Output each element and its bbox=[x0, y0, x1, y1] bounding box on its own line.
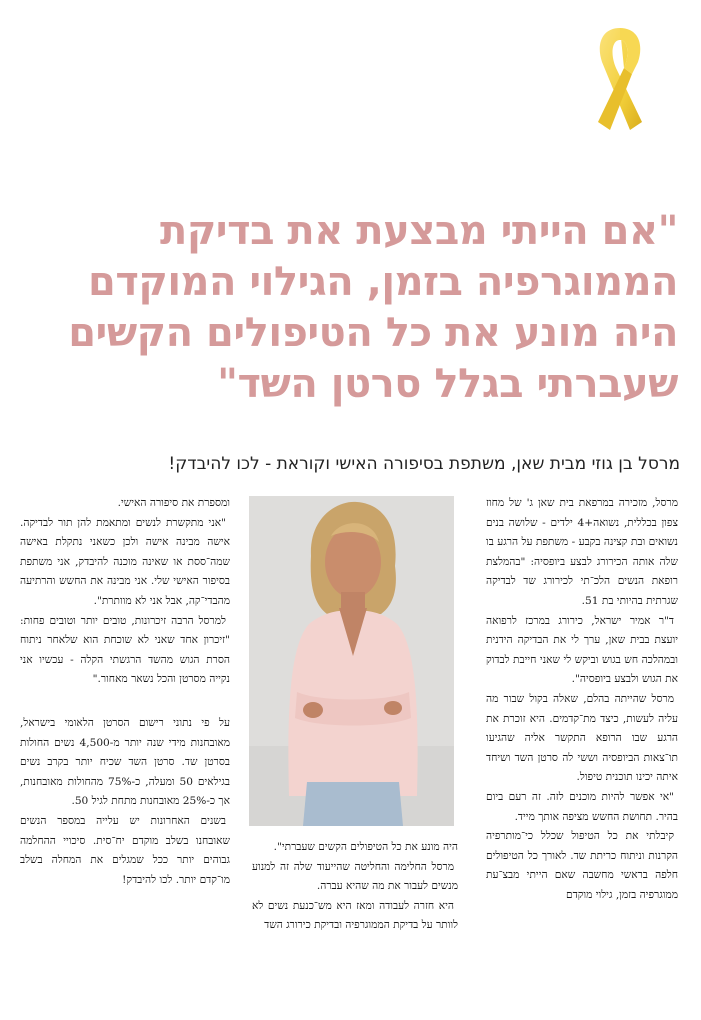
article-subtitle: מרסל בן גוזי מבית שאן, משתפת בסיפורה האישי וקוראת - לכו להיבדק! bbox=[168, 454, 680, 474]
paragraph: היה מונע את כל הטיפולים הקשים שעברתי". bbox=[273, 841, 458, 853]
portrait-photo bbox=[249, 496, 454, 826]
article-headline bbox=[68, 206, 678, 410]
paragraph: בשנים האחרונות יש עלייה במספר הנשים שאובחנו בשלב מוקדם יח־סית. סיכויי ההחלמה גבוהים יותר ככל שמגלים את המחלה בשלב מו־קדם יותר. לכו להיבדק! bbox=[20, 814, 230, 886]
paragraph: מרסל, מזכירה במרפאת בית שאן ג' של מחוז צפון בכללית, נשואה+4 ילדים - שלושה בנים נשואים ובת קצינה בקבע - משתפת על הרגע בו שלה אותה הכירורג לבצע ביופסיה: "בהמלצת רופאת הנשים הלכ־תי לכירורג שד לבדיקה שגרתית בהיותי בת 51. bbox=[486, 497, 678, 607]
article-column-right bbox=[486, 494, 678, 905]
paragraph-gap bbox=[20, 690, 230, 714]
paragraph: על פי נתוני רישום הסרטן הלאומי בישראל, מאובחנות מידי שנה יותר מ-4,500 נשים החולות בסרטן שד. סרטן השד שכיח יותר בקרב נשים בגילאים 50 ומעלה, כ-75% מהחולות מאובחנות, אך כ-25% מאובחנות מתחת לגיל 50. bbox=[20, 716, 231, 808]
headline-line: שעברתי בגלל סרטן השד" bbox=[217, 361, 678, 407]
yellow-ribbon-icon bbox=[580, 22, 660, 134]
paragraph: למרסל הרבה זיכרונות, טובים יותר וטובים פחות: "זיכרון אחד שאני לא שוכחת הוא שלאחר ניתוח הסרת הגוש מהשד הרגשתי הקלה - עכשיו אני נקייה מסרטן והכל נשאר מאחור." bbox=[20, 614, 230, 686]
paragraph: "אני מתקשרת לנשים ומתאמת להן תור לבדיקה. אישה מבינה אישה ולכן כשאני נתקלת באישה שמה־ססת או שאינה מוכנה להיבדק, אני משתפת בסיפור האישי שלי. אני מבינה את החשש והרתיעה מהבדי־קה, אבל אני לא מוותרת". bbox=[20, 516, 230, 607]
paragraph: "אי אפשר להיות מוכנים לזה. זה רעם ביום בהיר. תחושת החשש מציפה אותך מייד. bbox=[486, 790, 678, 823]
paragraph: מרסל החלימה והחליטה שהייעוד שלה זה למנוע מנשים לעבור את מה שהיא עברה. bbox=[252, 860, 458, 893]
paragraph: היא חזרה לעבודה ומאז היא מש־כנעת נשים לא לוותר על בדיקת הממוגרפיה ובדיקת כירורג השד bbox=[252, 899, 458, 932]
paragraph: מרסל שהייתה בהלם, שאלה בקול שבור מה עליה לעשות, כיצד מת־קדמים. היא זוכרת את הרגע שבו הרופא התקשר אליה שהגיעו תו־צאות הביופסיה וששי לה סרטן השד ושיחד איתה יכינו תוכנית טיפול. bbox=[486, 692, 678, 784]
paragraph: ומספרת את סיפורה האישי. bbox=[117, 497, 230, 509]
paragraph: ד"ר אמיר ישראל, כירורג במרכז לרפואה יועצת בבית שאן, ערך לי את הבדיקה הידנית ובמהלכה חש בגוש וביקש לי שאני חייבת לבדוק את הגוש ולבצע ביופסיה". bbox=[486, 614, 678, 686]
headline-line: היה מונע את כל הטיפולים הקשים bbox=[68, 310, 678, 356]
paragraph: קיבלתי את כל הטיפול שכלל כי־מותרפיה הקרנות וניתוח כריתת שד. לאורך כל הטיפולים חלפה בראשי מחשבה שאם הייתי מבצ־עת ממוגרפיה בזמן, גילוי מוקדם bbox=[486, 830, 678, 901]
headline-line: "אם הייתי מבצעת את בדיקת bbox=[160, 208, 678, 254]
article-column-left bbox=[20, 494, 230, 890]
headline-line: הממוגרפיה בזמן, הגילוי המוקדם bbox=[88, 259, 678, 305]
article-column-middle bbox=[252, 838, 458, 936]
